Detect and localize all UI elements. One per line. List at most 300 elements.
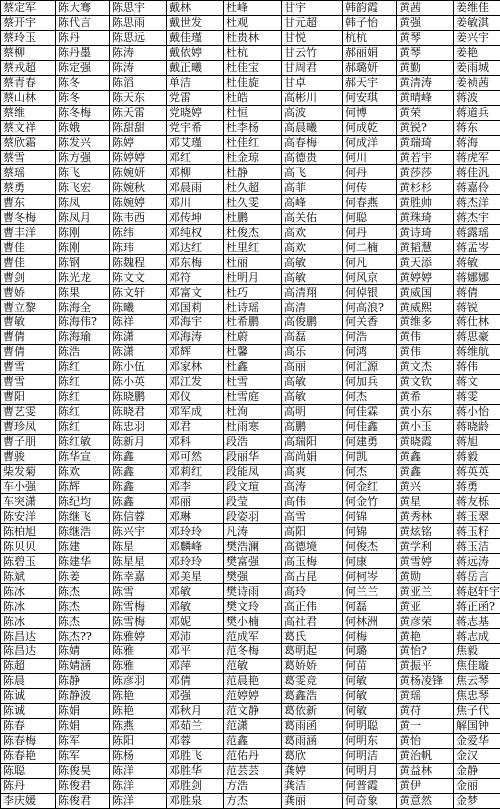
name-cell: 陈娟 (56, 703, 110, 718)
name-cell: 何明聪 (343, 718, 397, 733)
name-cell: 高明 (282, 404, 343, 419)
name-cell: 邓海涛 (167, 329, 224, 344)
name-cell: 邓富文 (167, 285, 224, 300)
table-row (1, 763, 500, 778)
name-cell: 陈婉婷 (110, 195, 167, 210)
name-cell: 黄伊 (397, 778, 454, 793)
name-cell: 蔡柳 (1, 45, 56, 60)
name-cell: 陈纬 (110, 225, 167, 240)
name-cell: 黄兴 (397, 479, 454, 494)
name-cell: 甘宇 (282, 1, 343, 16)
name-cell: 范鑫 (224, 733, 282, 748)
name-cell: 何丹 (343, 225, 397, 240)
name-cell: 何磊 (343, 599, 397, 614)
name-cell: 龚洁 (282, 778, 343, 793)
name-cell: 何春燕 (343, 195, 397, 210)
name-cell: 杜丽 (224, 255, 282, 270)
name-cell: 蒋文 (454, 374, 500, 389)
name-cell: 陈文文 (110, 270, 167, 285)
name-cell: 黄诗琦 (397, 225, 454, 240)
name-cell: 陈晓君 (110, 404, 167, 419)
name-cell: 邓秋月 (167, 703, 224, 718)
name-cell: 陈欢 (56, 464, 110, 479)
table-row (1, 703, 500, 718)
name-cell: 陈冬 (56, 75, 110, 90)
name-cell: 单洁 (167, 75, 224, 90)
name-cell: 黄益林 (397, 763, 454, 778)
name-cell: 杭杭 (343, 30, 397, 45)
name-cell: 蔡山林 (1, 90, 56, 105)
name-cell: 陈文轩 (110, 285, 167, 300)
name-cell: 甘卓 (282, 75, 343, 90)
name-cell: 黄彦荣 (397, 614, 454, 629)
name-cell: 陈潇 (110, 344, 167, 359)
name-cell: 黄杨凌锋 (397, 673, 454, 688)
name-cell: 高雪 (282, 509, 343, 524)
name-cell: 樊小楠 (224, 614, 282, 629)
name-cell: 黄荣 (397, 105, 454, 120)
name-cell: 陈思雨 (110, 15, 167, 30)
name-cell: 陈婉妍 (110, 165, 167, 180)
name-cell: 陈定强 (56, 60, 110, 75)
name-cell: 何明月 (343, 763, 397, 778)
name-cell: 曹倩 (1, 344, 56, 359)
name-cell: 陈发兴 (56, 135, 110, 150)
table-row (1, 554, 500, 569)
name-cell: 段莹 (224, 494, 282, 509)
name-cell: 蔡瑶 (1, 165, 56, 180)
name-cell: 蔡文祥 (1, 120, 56, 135)
name-cell: 金静 (454, 763, 500, 778)
name-cell: 陈滔 (110, 75, 167, 90)
name-cell: 杜佳旋 (224, 75, 282, 90)
name-cell: 蒋正函? (454, 599, 500, 614)
name-cell: 邓敏 (167, 584, 224, 599)
name-cell: 金爱华 (454, 733, 500, 748)
table-row (1, 524, 500, 539)
table-row (1, 255, 500, 270)
name-cell: 陈俊君 (56, 778, 110, 793)
name-cell: 金丽 (454, 778, 500, 793)
name-cell: 戴世发 (167, 15, 224, 30)
name-cell: 陈冰 (1, 599, 56, 614)
name-cell: 何锦 (343, 509, 397, 524)
name-cell: 蒋敏 (454, 255, 500, 270)
name-cell: 何传 (343, 180, 397, 195)
name-cell: 何风京 (343, 270, 397, 285)
name-cell: 陈雪梅 (110, 614, 167, 629)
name-cell: 曹雪 (1, 374, 56, 389)
name-cell: 邓国莉 (167, 300, 224, 315)
name-cell: 黄苻 (397, 703, 454, 718)
name-cell: 何安琪 (343, 90, 397, 105)
table-row (1, 569, 500, 584)
name-cell: 邓莉红 (167, 464, 224, 479)
table-row (1, 240, 500, 255)
name-cell: 邓倩 (167, 673, 224, 688)
name-cell: 高玲 (282, 584, 343, 599)
name-cell: 车小强 (1, 479, 56, 494)
name-cell: 黄勋 (397, 569, 454, 584)
table-row (1, 300, 500, 315)
name-cell: 何奇象 (343, 793, 397, 808)
name-cell: 杜观 (224, 15, 282, 30)
name-cell: 陈昌达 (1, 629, 56, 644)
name-cell: 蒋东 (454, 120, 500, 135)
table-row (1, 494, 500, 509)
name-cell: 蒋倩 (454, 285, 500, 300)
name-cell: 何杰 (343, 389, 397, 404)
name-cell: 黄胜帅 (397, 195, 454, 210)
name-cell: 杜鹏 (224, 210, 282, 225)
table-row (1, 210, 500, 225)
name-cell: 陈继浩 (56, 524, 110, 539)
table-row (1, 1, 500, 16)
name-cell: 黄炫铭 (397, 524, 454, 539)
name-cell: 黄晓霞 (397, 434, 454, 449)
name-cell: 邓萍 (167, 658, 224, 673)
table-row (1, 60, 500, 75)
name-cell: 杜李杨 (224, 120, 282, 135)
name-cell: 陈建 (56, 539, 110, 554)
name-cell: 黄维多 (397, 315, 454, 330)
name-cell: 黄星 (397, 494, 454, 509)
name-cell: 邓琳 (167, 509, 224, 524)
name-cell: 黄意然 (397, 793, 454, 808)
name-cell: 陈春梅 (1, 733, 56, 748)
name-cell: 葛依新 (282, 703, 343, 718)
name-cell: 曹倩 (1, 329, 56, 344)
name-cell: 邓李 (167, 479, 224, 494)
name-cell: 段丽华 (224, 449, 282, 464)
name-cell: 蒋嘉伶 (454, 180, 500, 195)
name-cell: 何佳霖 (343, 404, 397, 419)
name-cell: 高关佑 (282, 210, 343, 225)
table-row (1, 614, 500, 629)
name-cell: 陈婉秋 (110, 180, 167, 195)
name-cell: 陈玮 (110, 240, 167, 255)
name-cell: 黄雪婷 (397, 554, 454, 569)
name-cell: 高伟 (282, 494, 343, 509)
table-row (1, 793, 500, 808)
name-cell: 陈祥 (110, 315, 167, 330)
name-cell: 蔡勇 (1, 180, 56, 195)
name-cell: 陈婷 (110, 135, 167, 150)
name-cell: 陈安洋 (1, 509, 56, 524)
name-cell: 高德贵 (282, 150, 343, 165)
name-cell: 陈雪梅 (110, 599, 167, 614)
name-cell: 陈春 (1, 718, 56, 733)
name-cell: 蒋佳汎 (454, 165, 500, 180)
name-cell: 戴依婷 (167, 45, 224, 60)
name-cell: 陈钢 (56, 255, 110, 270)
name-cell: 陈洋 (110, 793, 167, 808)
name-cell: 杜金琼 (224, 150, 282, 165)
name-cell: 高晨曦 (282, 120, 343, 135)
table-row (1, 718, 500, 733)
table-row (1, 688, 500, 703)
name-cell: 陈鑫 (110, 479, 167, 494)
name-cell: 车突潇 (1, 494, 56, 509)
name-cell: 陈晓鹏 (110, 389, 167, 404)
name-cell: 何璐 (343, 643, 397, 658)
name-cell: 陈星星 (110, 554, 167, 569)
name-cell: 黄文钦 (397, 374, 454, 389)
name-cell: 陈娟 (56, 718, 110, 733)
name-cell: 陈潇 (110, 329, 167, 344)
name-cell: 杜巧 (224, 285, 282, 300)
name-cell: 焦子代 (454, 703, 500, 718)
name-cell: 韩韵霞 (343, 1, 397, 16)
name-cell: 陈果 (56, 285, 110, 300)
name-cell: 陈大骞 (56, 1, 110, 16)
name-cell: 葛氏 (282, 629, 343, 644)
name-cell: 陈阳 (110, 733, 167, 748)
name-cell: 邓妮 (167, 614, 224, 629)
name-cell: 邓晨雨 (167, 180, 224, 195)
name-cell: 陈鑫 (110, 494, 167, 509)
name-cell: 范文静 (224, 703, 282, 718)
name-cell: 何鸿 (343, 344, 397, 359)
name-cell: 黄鑫 (397, 464, 454, 479)
name-cell: 姜艳 (454, 45, 500, 60)
name-cell: 蒋岳言 (454, 569, 500, 584)
name-cell: 邓胜华 (167, 763, 224, 778)
name-cell: 黄学利 (397, 539, 454, 554)
table-row (1, 270, 500, 285)
name-cell: 何凡 (343, 255, 397, 270)
name-cell: 邓平 (167, 643, 224, 658)
name-cell: 陈春艳 (1, 748, 56, 763)
name-cell: 龚丽 (282, 793, 343, 808)
name-cell: 蒋伟 (454, 359, 500, 374)
name-cell: 方浩 (224, 778, 282, 793)
name-cell: 邓玲玲 (167, 524, 224, 539)
name-cell: 范婷婷 (224, 688, 282, 703)
name-cell: 陈代言 (56, 15, 110, 30)
name-cell: 陈鑫 (110, 449, 167, 464)
name-cell: 邓沛 (167, 629, 224, 644)
name-cell: 杜恒 (224, 105, 282, 120)
name-cell: 范敏 (224, 658, 282, 673)
name-cell: 蒋道兵 (454, 105, 500, 120)
name-cell: 高德境 (282, 539, 343, 554)
name-cell: 杜俊杰 (224, 225, 282, 240)
name-cell: 陈纪均 (56, 494, 110, 509)
table-row (1, 195, 500, 210)
name-cell: 葛鑫浩 (282, 688, 343, 703)
name-cell: 黄瑶 (397, 688, 454, 703)
name-cell: 柴发菊 (1, 464, 56, 479)
name-cell: 黄清涛 (397, 75, 454, 90)
name-cell: 蒋赵轩宇 (454, 584, 500, 599)
name-cell: 陈碧玉 (1, 554, 56, 569)
name-cell: 何金红 (343, 479, 397, 494)
name-cell: 曹冬梅 (1, 210, 56, 225)
name-cell: 黄小玉 (397, 419, 454, 434)
name-cell: 邓玲玲 (167, 554, 224, 569)
name-cell: 高占昆 (282, 569, 343, 584)
name-cell: 段文瑄 (224, 479, 282, 494)
name-cell: 蒋孟岑 (454, 240, 500, 255)
name-cell: 葛明起 (282, 643, 343, 658)
name-cell: 陈冬梅 (56, 105, 110, 120)
name-cell: 高清翔 (282, 285, 343, 300)
table-row (1, 30, 500, 45)
name-cell: 黄小东 (397, 404, 454, 419)
name-cell: 杜静 (224, 165, 282, 180)
name-cell: 姜维佳 (454, 1, 500, 16)
name-cell: 黄威熙 (397, 300, 454, 315)
table-row (1, 599, 500, 614)
name-cell: 甘悦 (282, 30, 343, 45)
name-cell: 黄怡? (397, 643, 454, 658)
name-cell: 高峰 (282, 195, 343, 210)
name-cell: 高社君 (282, 614, 343, 629)
name-cell: 蒋仕林 (454, 315, 500, 330)
name-cell: 黄怡 (397, 733, 454, 748)
name-cell: 邓达红 (167, 240, 224, 255)
name-cell: 高欢 (282, 240, 343, 255)
table-row (1, 419, 500, 434)
name-cell: 范芸芸 (224, 763, 282, 778)
name-cell: 陈新月 (110, 434, 167, 449)
name-cell: 陈洋 (110, 763, 167, 778)
name-cell: 蒋勇 (454, 479, 500, 494)
name-cell: 杜久雯 (224, 195, 282, 210)
name-cell: 邓丽 (167, 494, 224, 509)
table-row (1, 748, 500, 763)
name-cell: 何二楠 (343, 240, 397, 255)
name-cell: 杜雪 (224, 374, 282, 389)
name-cell: 邓军成 (167, 404, 224, 419)
name-cell: 陈小英 (110, 374, 167, 389)
name-cell: 何成洋 (343, 135, 397, 150)
name-cell: 黄琴 (397, 45, 454, 60)
name-cell: 何俊杰 (343, 539, 397, 554)
name-cell: 范佑丹 (224, 748, 282, 763)
name-cell: 黄若宇 (397, 150, 454, 165)
name-cell: 何兰兰 (343, 584, 397, 599)
name-cell: 甘云竹 (282, 45, 343, 60)
name-cell: 陈杰 (56, 584, 110, 599)
name-cell: 曹子朋 (1, 434, 56, 449)
name-cell: 高鹏 (282, 419, 343, 434)
name-cell: 黄鑫 (397, 449, 454, 464)
name-cell: 陈光龙 (56, 270, 110, 285)
name-cell: 陈冰 (1, 584, 56, 599)
name-cell: 杜佳宝 (224, 60, 282, 75)
name-cell: 甘周君 (282, 60, 343, 75)
name-cell: 陈雅 (110, 643, 167, 658)
name-cell: 陈军 (56, 733, 110, 748)
name-cell: 曹娇 (1, 285, 56, 300)
name-cell: 蒋晓龄 (454, 419, 500, 434)
name-cell: 曹东 (1, 195, 56, 210)
name-cell: 陈凤 (56, 195, 110, 210)
name-cell: 甘元超 (282, 15, 343, 30)
name-cell: 高敏 (282, 389, 343, 404)
table-row (1, 344, 500, 359)
name-cell: 何梅 (343, 629, 397, 644)
name-cell: 陈浩 (56, 344, 110, 359)
name-cell: 戴林 (167, 1, 224, 16)
name-cell: 杜久超 (224, 180, 282, 195)
table-row (1, 658, 500, 673)
name-cell: 杜雪庭 (224, 389, 282, 404)
name-cell: 何明东 (343, 733, 397, 748)
name-cell: 邓海宇 (167, 315, 224, 330)
name-cell: 何成乾 (343, 120, 397, 135)
name-cell: 蒋志基 (454, 614, 500, 629)
name-cell: 陈刚 (56, 240, 110, 255)
name-cell: 高爽 (282, 464, 343, 479)
name-cell: 方杰 (224, 793, 282, 808)
name-cell: 杜皓 (224, 90, 282, 105)
name-cell: 范晨艳 (224, 673, 282, 688)
name-cell: 何敏 (343, 703, 397, 718)
name-cell: 邓东梅 (167, 255, 224, 270)
name-cell: 杜希鹏 (224, 315, 282, 330)
name-cell: 曹佳 (1, 240, 56, 255)
name-cell: 陈杨 (110, 748, 167, 763)
table-row (1, 643, 500, 658)
table-row (1, 479, 500, 494)
name-cell: 何聪 (343, 210, 397, 225)
name-cell: 杜峰 (224, 1, 282, 16)
name-cell: 陈贝贝 (1, 539, 56, 554)
name-cell: 曹雪 (1, 359, 56, 374)
table-row (1, 165, 500, 180)
name-cell: 杜蔚 (224, 329, 282, 344)
table-row (1, 778, 500, 793)
name-cell: 何康 (343, 554, 397, 569)
table-body (1, 1, 500, 809)
name-cell: 蔡维 (1, 105, 56, 120)
name-cell: 黄伟 (397, 329, 454, 344)
name-cell: 陈超 (1, 658, 56, 673)
name-cell: 何普霞 (343, 778, 397, 793)
name-cell: 蒋杰宇 (454, 210, 500, 225)
name-cell: 黄莎莎 (397, 165, 454, 180)
name-cell: 陈海全 (56, 300, 110, 315)
name-cell: 陈红 (56, 419, 110, 434)
name-cell: 高春梅 (282, 135, 343, 150)
table-row (1, 449, 500, 464)
name-cell: 高丽 (282, 359, 343, 374)
name-cell: 何丹 (343, 165, 397, 180)
name-cell: 陈韦西 (110, 210, 167, 225)
name-cell: 陈雅 (110, 658, 167, 673)
name-cell: 黄珠琦 (397, 210, 454, 225)
name-cell: 何倬银 (343, 285, 397, 300)
name-cell: 陈姜 (56, 569, 110, 584)
name-cell: 陈冰 (1, 614, 56, 629)
name-cell: 高尚娟 (282, 449, 343, 464)
name-cell: 葛雨涵 (282, 733, 343, 748)
name-cell: 陈华宣 (56, 449, 110, 464)
name-cell: 何汇源 (343, 359, 397, 374)
name-cell: 杜馨 (224, 344, 282, 359)
name-cell: 韩子怡 (343, 15, 397, 30)
name-cell: 高欢 (282, 225, 343, 240)
table-row (1, 225, 500, 240)
name-cell: 何金竹 (343, 494, 397, 509)
table-row (1, 464, 500, 479)
table-row (1, 434, 500, 449)
table-row (1, 584, 500, 599)
name-cell: 陈曦 (110, 300, 167, 315)
